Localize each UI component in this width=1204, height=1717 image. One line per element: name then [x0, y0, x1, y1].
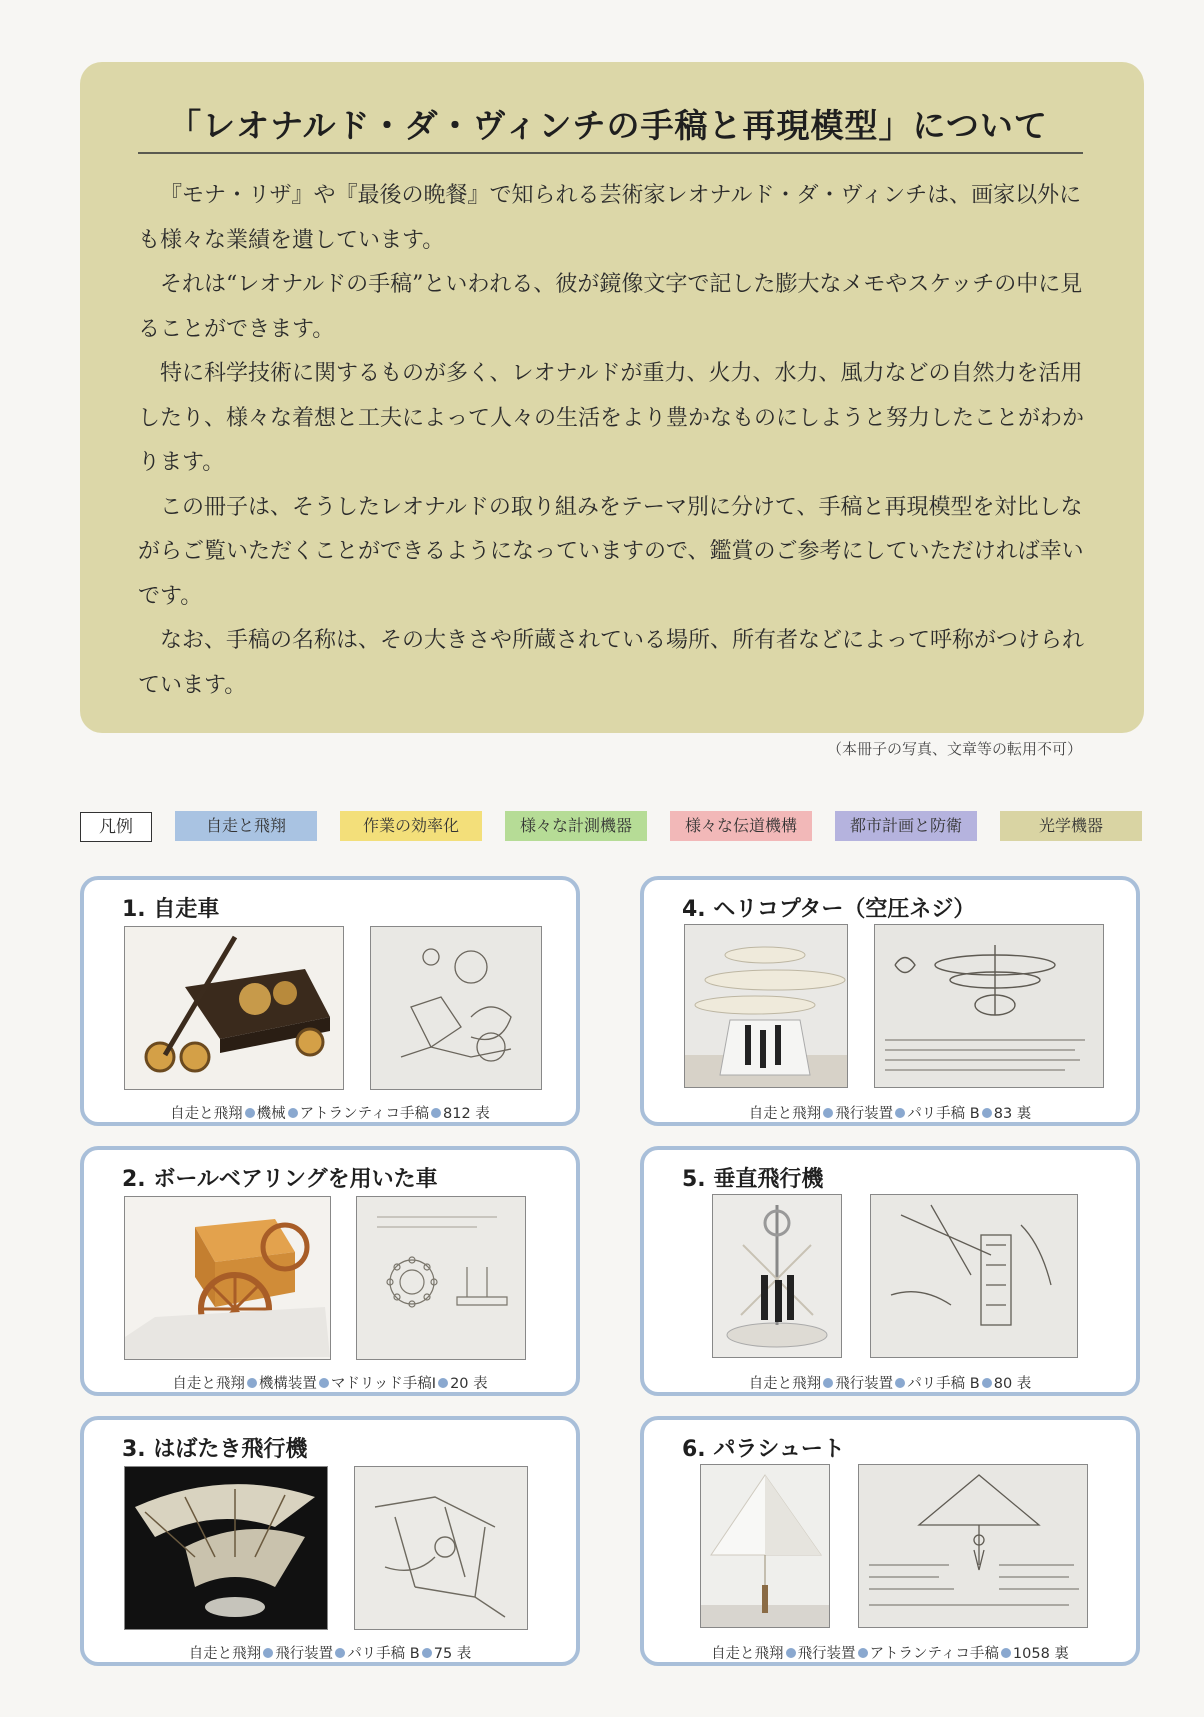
card-title: 6. パラシュート	[682, 1437, 845, 1462]
model-photo	[124, 1466, 328, 1630]
caption-type: 機械	[256, 1106, 286, 1122]
caption-folio: 20 表	[450, 1376, 488, 1392]
caption-category: 自走と飛翔	[748, 1376, 822, 1392]
caption-type: 飛行装置	[835, 1376, 894, 1392]
manuscript-sketch	[356, 1196, 526, 1360]
caption-folio: 75 表	[433, 1646, 472, 1662]
card-title: 4. ヘリコプター（空圧ネジ）	[682, 897, 976, 922]
card-parachute	[640, 1416, 1140, 1666]
intro-paragraph: この冊子は、そうしたレオナルドの取り組みをテーマ別に分けて、手稿と再現模型を対比しながらご覧いただくことができるようになっていますので、鑑賞のご参考にしていただければ幸いです。	[138, 494, 1084, 609]
card-ornithopter	[80, 1416, 580, 1666]
intro-paragraph: なお、手稿の名称は、その大きさや所蔵されている場所、所有者などによって呼称がつけられています。	[138, 628, 1085, 698]
card-title: 1. 自走車	[122, 897, 220, 922]
bullet-icon	[982, 1108, 992, 1118]
bullet-icon	[823, 1378, 833, 1388]
card-self-propelled-cart	[80, 876, 580, 1126]
caption-type: 飛行装置	[835, 1106, 894, 1122]
caption-type: 飛行装置	[275, 1646, 334, 1662]
card-caption	[84, 1102, 576, 1123]
caption-category: 自走と飛翔	[188, 1646, 262, 1662]
model-photo	[712, 1194, 842, 1358]
card-helicopter	[640, 876, 1140, 1126]
legend-chip-measurement: 様々な計測機器	[505, 811, 647, 841]
caption-folio: 80 表	[993, 1376, 1032, 1392]
caption-manuscript: アトランティコ手稿	[299, 1106, 430, 1122]
caption-category: 自走と飛翔	[170, 1106, 243, 1122]
caption-type: 機構装置	[258, 1376, 317, 1392]
caption-type: 飛行装置	[797, 1646, 856, 1662]
bullet-icon	[247, 1378, 257, 1388]
bullet-icon	[319, 1378, 329, 1388]
caption-manuscript: パリ手稿 B	[907, 1376, 980, 1392]
bullet-icon	[823, 1108, 833, 1118]
manuscript-sketch	[354, 1466, 528, 1630]
model-photo	[124, 1196, 331, 1360]
bullet-icon	[858, 1648, 868, 1658]
card-title: 3. はばたき飛行機	[122, 1437, 308, 1462]
card-ball-bearing-car	[80, 1146, 580, 1396]
card-title: 2. ボールベアリングを用いた車	[122, 1167, 438, 1192]
caption-folio: 1058 裏	[1012, 1646, 1069, 1662]
bullet-icon	[245, 1108, 255, 1118]
bullet-icon	[438, 1378, 448, 1388]
bullet-icon	[786, 1648, 796, 1658]
caption-category: 自走と飛翔	[711, 1646, 784, 1662]
caption-manuscript: パリ手稿 B	[347, 1646, 420, 1662]
card-vertical-flying-machine	[640, 1146, 1140, 1396]
manuscript-sketch	[370, 926, 542, 1090]
manuscript-sketch	[870, 1194, 1078, 1358]
model-photo	[700, 1464, 830, 1628]
bullet-icon	[422, 1648, 432, 1658]
manuscript-sketch	[874, 924, 1104, 1088]
card-caption	[644, 1642, 1136, 1663]
intro-paragraph: それは“レオナルドの手稿”といわれる、彼が鏡像文字で記した膨大なメモやスケッチの中に見ることができます。	[138, 272, 1083, 342]
caption-folio: 83 裏	[993, 1106, 1032, 1122]
card-title: 5. 垂直飛行機	[682, 1167, 824, 1192]
model-photo	[124, 926, 344, 1090]
legend-chip-self-propelled: 自走と飛翔	[175, 811, 317, 841]
bullet-icon	[335, 1648, 345, 1658]
caption-manuscript: アトランティコ手稿	[869, 1646, 999, 1662]
bullet-icon	[982, 1378, 992, 1388]
card-caption	[84, 1642, 576, 1663]
title-underline	[138, 152, 1083, 154]
legend-chip-urban-defense: 都市計画と防衛	[835, 811, 977, 841]
caption-manuscript: マドリッド手稿Ⅰ	[330, 1376, 437, 1392]
model-photo	[684, 924, 848, 1088]
caption-category: 自走と飛翔	[172, 1376, 245, 1392]
card-caption	[84, 1372, 576, 1393]
copyright-notice: （本冊子の写真、文章等の転用不可）	[826, 740, 1082, 758]
intro-paragraph: 特に科学技術に関するものが多く、レオナルドが重力、火力、水力、風力などの自然力を活用したり、様々な着想と工夫によって人々の生活をより豊かなものにしようと努力したことがわかります。	[138, 361, 1085, 475]
bullet-icon	[895, 1378, 905, 1388]
legend-chip-transmission: 様々な伝道機構	[670, 811, 812, 841]
legend-label: 凡例	[80, 812, 152, 842]
bullet-icon	[288, 1108, 298, 1118]
intro-paragraph: 『モナ・リザ』や『最後の晩餐』で知られる芸術家レオナルド・ダ・ヴィンチは、画家以外にも様々な業績を遺しています。	[138, 183, 1082, 253]
legend-chip-optics: 光学機器	[1000, 811, 1142, 841]
manuscript-sketch	[858, 1464, 1088, 1628]
legend-chip-efficiency: 作業の効率化	[340, 811, 482, 841]
intro-body	[138, 174, 1084, 708]
caption-manuscript: パリ手稿 B	[907, 1106, 980, 1122]
caption-folio: 812 表	[443, 1106, 490, 1122]
bullet-icon	[895, 1108, 905, 1118]
caption-category: 自走と飛翔	[748, 1106, 822, 1122]
card-caption	[644, 1372, 1136, 1393]
intro-title: 「レオナルド・ダ・ヴィンチの手稿と再現模型」について	[168, 106, 1048, 145]
bullet-icon	[431, 1108, 441, 1118]
card-caption	[644, 1102, 1136, 1123]
bullet-icon	[1001, 1648, 1011, 1658]
bullet-icon	[263, 1648, 273, 1658]
intro-panel	[80, 62, 1144, 733]
